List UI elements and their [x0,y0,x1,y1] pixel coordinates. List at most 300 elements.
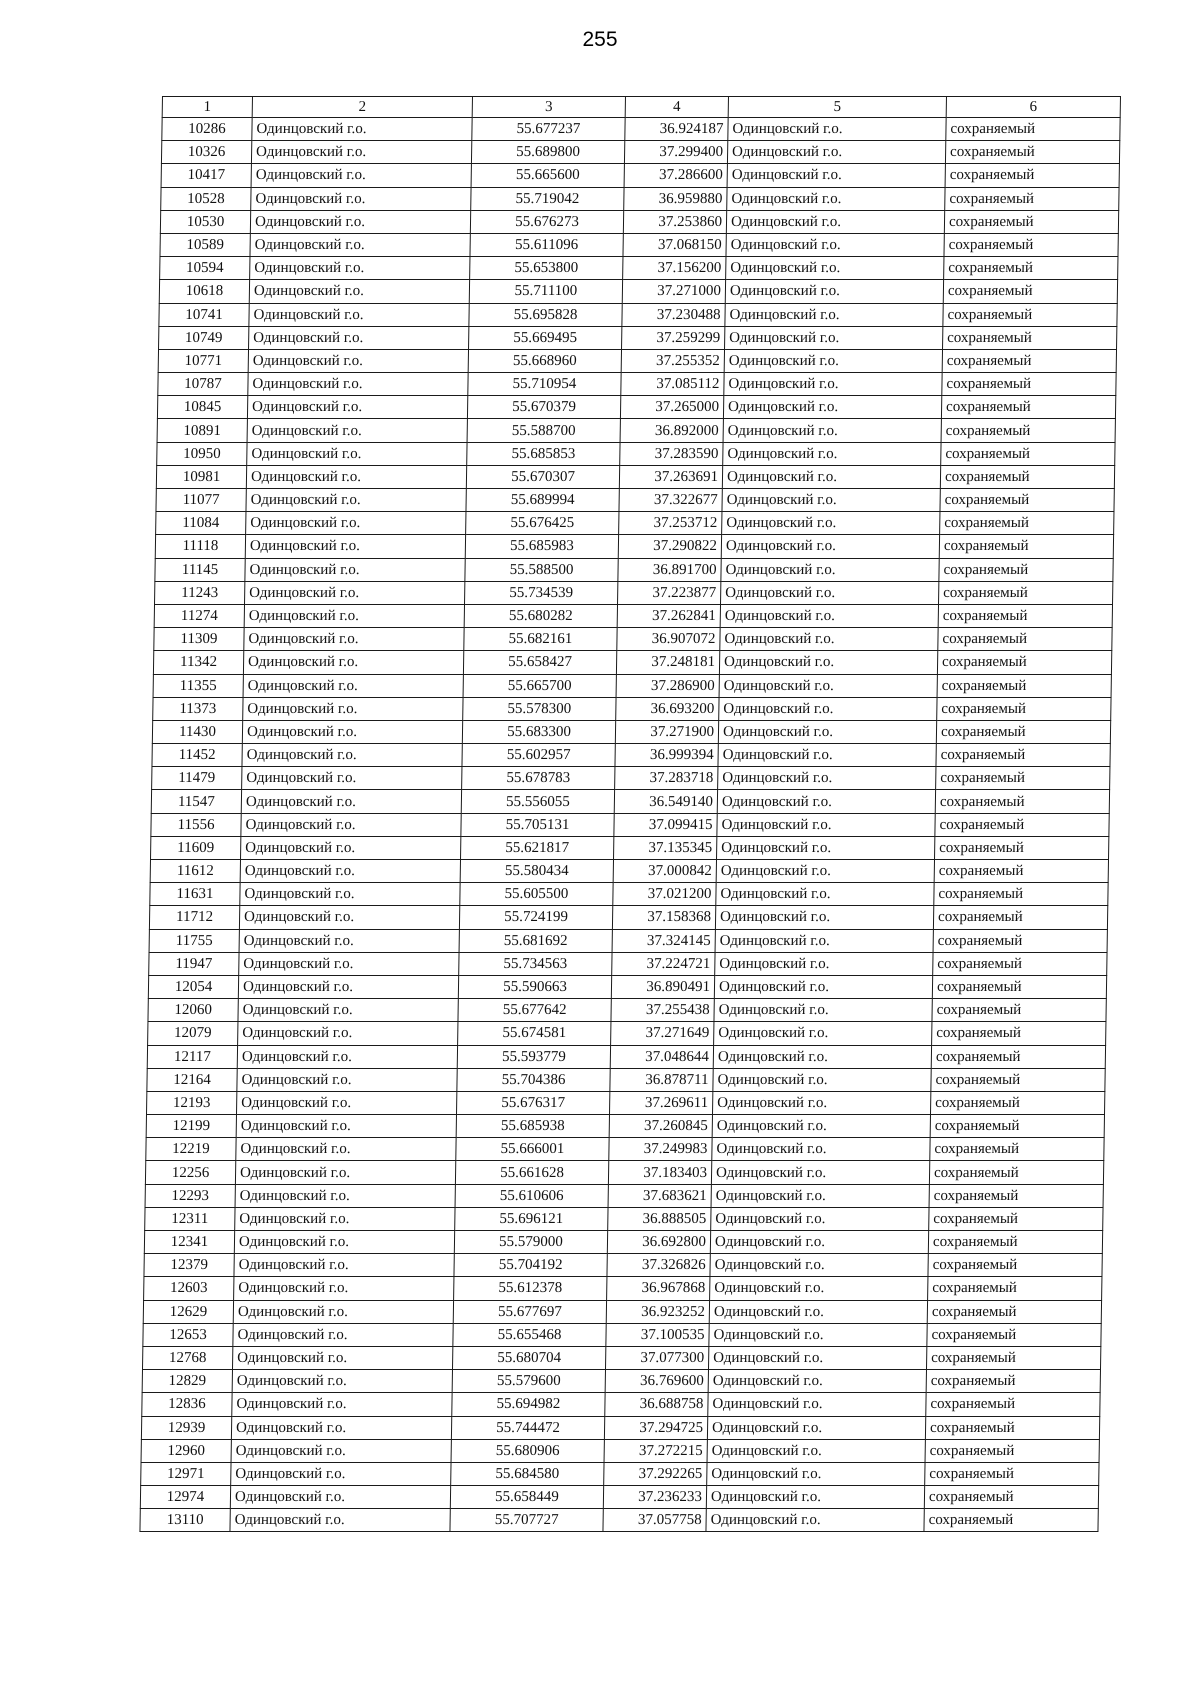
cell-status: сохраняемый [931,1045,1105,1068]
cell-municipality: Одинцовский г.о. [708,1393,926,1416]
cell-longitude: 37.683621 [608,1184,711,1207]
cell-status: сохраняемый [944,233,1118,256]
cell-municipality: Одинцовский г.о. [716,860,934,883]
cell-district: Одинцовский г.о. [242,744,462,767]
cell-latitude: 55.744472 [451,1416,604,1439]
cell-id: 10981 [156,465,246,488]
cell-municipality: Одинцовский г.о. [713,1045,931,1068]
cell-district: Одинцовский г.о. [242,767,462,790]
cell-district: Одинцовский г.о. [237,1068,457,1091]
cell-district: Одинцовский г.о. [238,1022,458,1045]
cell-latitude: 55.680704 [452,1346,605,1369]
cell-status: сохраняемый [929,1161,1103,1184]
cell-municipality: Одинцовский г.о. [722,512,940,535]
cell-municipality: Одинцовский г.о. [717,836,935,859]
cell-district: Одинцовский г.о. [230,1509,450,1532]
cell-status: сохраняемый [926,1393,1100,1416]
cell-district: Одинцовский г.о. [246,489,466,512]
cell-status: сохраняемый [934,860,1108,883]
cell-id: 11309 [154,628,244,651]
table-row [160,210,1118,233]
cell-municipality: Одинцовский г.о. [712,1115,930,1138]
cell-district: Одинцовский г.о. [233,1323,453,1346]
cell-id: 11118 [155,535,245,558]
table-row [155,558,1113,581]
cell-longitude: 37.230488 [622,303,725,326]
table-row [155,581,1113,604]
cell-latitude: 55.653800 [470,257,623,280]
cell-district: Одинцовский г.о. [251,141,471,164]
cell-district: Одинцовский г.о. [232,1393,452,1416]
cell-id: 11452 [152,744,242,767]
cell-longitude: 36.924187 [625,118,728,141]
cell-district: Одинцовский г.о. [241,836,461,859]
cell-district: Одинцовский г.о. [249,303,469,326]
cell-longitude: 36.693200 [616,697,719,720]
cell-id: 10787 [158,373,248,396]
table-row [156,512,1114,535]
cell-longitude: 36.549140 [614,790,717,813]
cell-municipality: Одинцовский г.о. [706,1509,924,1532]
cell-municipality: Одинцовский г.о. [711,1207,929,1230]
cell-id: 12768 [142,1346,232,1369]
cell-id: 12117 [147,1045,237,1068]
table-row [154,604,1112,627]
cell-latitude: 55.668960 [468,349,621,372]
cell-id: 10594 [160,257,250,280]
cell-municipality: Одинцовский г.о. [706,1486,924,1509]
cell-status: сохраняемый [932,1022,1106,1045]
cell-district: Одинцовский г.о. [239,952,459,975]
cell-status: сохраняемый [943,303,1117,326]
table-row [157,396,1115,419]
cell-longitude: 37.100535 [606,1323,709,1346]
column-header: 1 [162,97,252,118]
cell-municipality: Одинцовский г.о. [710,1254,928,1277]
table-row [146,1115,1104,1138]
cell-municipality: Одинцовский г.о. [713,1068,931,1091]
table-row [145,1184,1103,1207]
table-row [140,1509,1098,1532]
cell-id: 11609 [151,836,241,859]
cell-district: Одинцовский г.о. [250,210,470,233]
table-row [140,1486,1098,1509]
cell-id: 12939 [141,1416,231,1439]
cell-status: сохраняемый [940,512,1114,535]
cell-latitude: 55.685983 [465,535,618,558]
cell-id: 12974 [140,1486,230,1509]
cell-status: сохраняемый [942,349,1116,372]
cell-municipality: Одинцовский г.о. [720,628,938,651]
cell-longitude: 37.085112 [621,373,724,396]
cell-municipality: Одинцовский г.о. [712,1138,930,1161]
cell-id: 11556 [151,813,241,836]
cell-latitude: 55.684580 [451,1462,604,1485]
cell-status: сохраняемый [941,442,1115,465]
cell-id: 12311 [145,1207,235,1230]
cell-id: 12293 [145,1184,235,1207]
cell-district: Одинцовский г.о. [239,906,459,929]
cell-id: 12603 [144,1277,234,1300]
cell-municipality: Одинцовский г.о. [715,952,933,975]
cell-municipality: Одинцовский г.о. [708,1346,926,1369]
cell-status: сохраняемый [937,674,1111,697]
cell-municipality: Одинцовский г.о. [724,349,942,372]
cell-longitude: 37.255438 [611,999,714,1022]
cell-municipality: Одинцовский г.о. [721,535,939,558]
table-row [149,906,1107,929]
cell-status: сохраняемый [940,489,1114,512]
cell-district: Одинцовский г.о. [245,535,465,558]
cell-latitude: 55.696121 [455,1207,608,1230]
cell-district: Одинцовский г.о. [231,1416,451,1439]
cell-longitude: 36.878711 [610,1068,713,1091]
table-row [148,975,1106,998]
cell-district: Одинцовский г.о. [237,1045,457,1068]
column-header: 6 [946,97,1120,118]
cell-status: сохраняемый [932,975,1106,998]
table-row [155,535,1113,558]
cell-status: сохраняемый [930,1115,1104,1138]
cell-district: Одинцовский г.о. [246,465,466,488]
cell-district: Одинцовский г.о. [236,1138,456,1161]
cell-municipality: Одинцовский г.о. [723,442,941,465]
cell-district: Одинцовский г.о. [249,280,469,303]
cell-id: 10749 [159,326,249,349]
cell-longitude: 37.253712 [619,512,722,535]
cell-municipality: Одинцовский г.о. [723,396,941,419]
cell-latitude: 55.676425 [466,512,619,535]
cell-latitude: 55.590663 [458,975,611,998]
cell-longitude: 37.260845 [609,1115,712,1138]
column-header: 2 [252,97,472,118]
cell-latitude: 55.655468 [453,1323,606,1346]
cell-latitude: 55.676273 [470,210,623,233]
cell-latitude: 55.677237 [472,118,625,141]
cell-municipality: Одинцовский г.о. [715,906,933,929]
cell-latitude: 55.670307 [466,465,619,488]
cell-municipality: Одинцовский г.о. [725,303,943,326]
cell-status: сохраняемый [929,1184,1103,1207]
cell-id: 10286 [162,118,252,141]
table-row [161,141,1119,164]
cell-id: 10618 [159,280,249,303]
cell-latitude: 55.593779 [457,1045,610,1068]
cell-id: 11631 [150,883,240,906]
cell-longitude: 37.057758 [603,1509,706,1532]
cell-latitude: 55.734539 [465,581,618,604]
cell-status: сохраняемый [933,906,1107,929]
cell-latitude: 55.588500 [465,558,618,581]
cell-latitude: 55.719042 [471,187,624,210]
cell-longitude: 37.158368 [612,906,715,929]
cell-latitude: 55.658427 [463,651,616,674]
cell-latitude: 55.707727 [450,1509,603,1532]
cell-id: 11077 [156,489,246,512]
cell-district: Одинцовский г.о. [244,628,464,651]
cell-district: Одинцовский г.о. [241,813,461,836]
cell-latitude: 55.710954 [468,373,621,396]
table-row [147,1068,1105,1091]
cell-district: Одинцовский г.о. [232,1370,452,1393]
cell-id: 11243 [155,581,245,604]
cell-district: Одинцовский г.о. [232,1346,452,1369]
cell-longitude: 36.892000 [620,419,723,442]
cell-municipality: Одинцовский г.о. [720,604,938,627]
page-number: 255 [582,28,618,51]
cell-municipality: Одинцовский г.о. [714,999,932,1022]
cell-municipality: Одинцовский г.о. [707,1439,925,1462]
cell-municipality: Одинцовский г.о. [726,233,944,256]
cell-district: Одинцовский г.о. [245,558,465,581]
cell-latitude: 55.677642 [458,999,611,1022]
cell-longitude: 36.999394 [615,744,718,767]
table-row [160,257,1118,280]
cell-status: сохраняемый [930,1091,1104,1114]
cell-longitude: 37.068150 [623,233,726,256]
cell-longitude: 37.248181 [616,651,719,674]
cell-municipality: Одинцовский г.о. [726,257,944,280]
cell-id: 12054 [148,975,238,998]
cell-municipality: Одинцовский г.о. [709,1323,927,1346]
cell-status: сохраняемый [944,210,1118,233]
cell-status: сохраняемый [933,952,1107,975]
table-row [161,164,1119,187]
cell-district: Одинцовский г.о. [231,1462,451,1485]
cell-municipality: Одинцовский г.о. [718,767,936,790]
cell-status: сохраняемый [939,581,1113,604]
cell-district: Одинцовский г.о. [235,1161,455,1184]
table-row [159,280,1117,303]
cell-municipality: Одинцовский г.о. [725,280,943,303]
cell-latitude: 55.669495 [469,326,622,349]
cell-longitude: 37.048644 [610,1045,713,1068]
cell-status: сохраняемый [939,558,1113,581]
cell-longitude: 37.135345 [614,836,717,859]
cell-longitude: 37.021200 [613,883,716,906]
cell-municipality: Одинцовский г.о. [719,697,937,720]
cell-id: 10589 [160,233,250,256]
cell-status: сохраняемый [945,164,1119,187]
cell-id: 10741 [159,303,249,326]
cell-latitude: 55.680906 [451,1439,604,1462]
cell-district: Одинцовский г.о. [246,512,466,535]
table-row [141,1416,1099,1439]
cell-district: Одинцовский г.о. [239,929,459,952]
cell-longitude: 36.692800 [607,1231,710,1254]
cell-longitude: 37.255352 [621,349,724,372]
cell-latitude: 55.680282 [464,604,617,627]
cell-district: Одинцовский г.о. [231,1439,451,1462]
cell-municipality: Одинцовский г.о. [722,465,940,488]
cell-id: 10528 [161,187,251,210]
cell-latitude: 55.579000 [454,1231,607,1254]
cell-district: Одинцовский г.о. [244,604,464,627]
cell-id: 12193 [146,1091,236,1114]
cell-district: Одинцовский г.о. [238,999,458,1022]
cell-status: сохраняемый [937,651,1111,674]
cell-status: сохраняемый [938,628,1112,651]
cell-district: Одинцовский г.о. [242,720,462,743]
table-row [142,1346,1100,1369]
cell-status: сохраняемый [945,141,1119,164]
cell-municipality: Одинцовский г.о. [709,1300,927,1323]
cell-status: сохраняемый [924,1509,1098,1532]
cell-district: Одинцовский г.о. [230,1486,450,1509]
table-row [145,1161,1103,1184]
cell-latitude: 55.704192 [454,1254,607,1277]
cell-latitude: 55.611096 [470,233,623,256]
cell-status: сохраняемый [927,1300,1101,1323]
cell-status: сохраняемый [926,1370,1100,1393]
cell-id: 12256 [145,1161,235,1184]
cell-latitude: 55.556055 [461,790,614,813]
cell-id: 10326 [161,141,251,164]
cell-id: 12629 [143,1300,233,1323]
cell-longitude: 37.294725 [604,1416,707,1439]
cell-longitude: 37.253860 [623,210,726,233]
cell-municipality: Одинцовский г.о. [717,813,935,836]
cell-id: 10530 [160,210,250,233]
cell-longitude: 37.262841 [617,604,720,627]
data-table [139,96,1121,1532]
cell-status: сохраняемый [931,1068,1105,1091]
cell-longitude: 37.183403 [608,1161,711,1184]
cell-longitude: 37.236233 [603,1486,706,1509]
table-row [143,1323,1101,1346]
cell-municipality: Одинцовский г.о. [707,1462,925,1485]
cell-latitude: 55.677697 [453,1300,606,1323]
cell-latitude: 55.658449 [450,1486,603,1509]
table-row [142,1370,1100,1393]
table-body [140,118,1120,1532]
cell-longitude: 37.272215 [604,1439,707,1462]
cell-latitude: 55.724199 [459,906,612,929]
cell-id: 11145 [155,558,245,581]
cell-id: 10845 [157,396,247,419]
table-row [160,233,1118,256]
cell-status: сохраняемый [935,790,1109,813]
cell-status: сохраняемый [946,118,1120,141]
cell-status: сохраняемый [937,697,1111,720]
table-row [144,1254,1102,1277]
cell-id: 12836 [142,1393,232,1416]
cell-longitude: 36.959880 [624,187,727,210]
cell-id: 12079 [148,1022,238,1045]
table-row [143,1300,1101,1323]
cell-status: сохраняемый [924,1486,1098,1509]
table-header-row [162,97,1120,118]
cell-id: 12829 [142,1370,232,1393]
cell-status: сохраняемый [933,929,1107,952]
cell-longitude: 36.923252 [606,1300,709,1323]
cell-status: сохраняемый [928,1254,1102,1277]
cell-latitude: 55.681692 [459,929,612,952]
cell-municipality: Одинцовский г.о. [708,1370,926,1393]
cell-latitude: 55.689800 [471,141,624,164]
table-row [157,442,1115,465]
table-row [145,1207,1103,1230]
cell-district: Одинцовский г.о. [236,1091,456,1114]
table-row [152,720,1110,743]
cell-district: Одинцовский г.о. [250,233,470,256]
cell-id: 11342 [153,651,243,674]
cell-status: сохраняемый [940,465,1114,488]
cell-district: Одинцовский г.о. [243,674,463,697]
cell-status: сохраняемый [925,1416,1099,1439]
table-row [158,373,1116,396]
cell-municipality: Одинцовский г.о. [721,558,939,581]
cell-district: Одинцовский г.о. [243,651,463,674]
table-row [144,1277,1102,1300]
cell-longitude: 37.156200 [623,257,726,280]
cell-id: 11355 [153,674,243,697]
cell-district: Одинцовский г.о. [251,164,471,187]
cell-district: Одинцовский г.о. [236,1115,456,1138]
cell-latitude: 55.670379 [467,396,620,419]
cell-status: сохраняемый [932,999,1106,1022]
table-row [161,187,1119,210]
cell-latitude: 55.682161 [464,628,617,651]
table-row [151,790,1109,813]
table-row [149,952,1107,975]
cell-status: сохраняемый [925,1439,1099,1462]
cell-latitude: 55.704386 [457,1068,610,1091]
cell-status: сохраняемый [941,396,1115,419]
cell-latitude: 55.580434 [460,860,613,883]
cell-status: сохраняемый [927,1323,1101,1346]
cell-status: сохраняемый [936,744,1110,767]
cell-longitude: 36.888505 [608,1207,711,1230]
cell-longitude: 37.324145 [612,929,715,952]
cell-status: сохраняемый [941,419,1115,442]
cell-longitude: 36.891700 [618,558,721,581]
cell-longitude: 37.271000 [622,280,725,303]
cell-latitude: 55.579600 [452,1370,605,1393]
cell-municipality: Одинцовский г.о. [714,1022,932,1045]
cell-municipality: Одинцовский г.о. [721,581,939,604]
cell-latitude: 55.666001 [456,1138,609,1161]
cell-status: сохраняемый [928,1231,1102,1254]
cell-latitude: 55.694982 [452,1393,605,1416]
cell-latitude: 55.695828 [469,303,622,326]
cell-latitude: 55.705131 [461,813,614,836]
cell-district: Одинцовский г.о. [235,1207,455,1230]
cell-municipality: Одинцовский г.о. [710,1277,928,1300]
cell-id: 12653 [143,1323,233,1346]
cell-longitude: 37.224721 [612,952,715,975]
cell-municipality: Одинцовский г.о. [727,164,945,187]
table-row [151,813,1109,836]
cell-longitude: 37.000842 [613,860,716,883]
cell-district: Одинцовский г.о. [248,349,468,372]
cell-longitude: 37.077300 [605,1346,708,1369]
table-row [146,1091,1104,1114]
cell-id: 11612 [150,860,240,883]
cell-status: сохраняемый [930,1138,1104,1161]
cell-municipality: Одинцовский г.о. [725,326,943,349]
cell-district: Одинцовский г.о. [248,373,468,396]
cell-municipality: Одинцовский г.о. [711,1161,929,1184]
cell-longitude: 36.967868 [607,1277,710,1300]
cell-district: Одинцовский г.о. [240,883,460,906]
cell-municipality: Одинцовский г.о. [727,141,945,164]
cell-district: Одинцовский г.о. [234,1277,454,1300]
cell-district: Одинцовский г.о. [247,396,467,419]
table-row [153,697,1111,720]
cell-id: 11947 [149,952,239,975]
table-row [144,1231,1102,1254]
